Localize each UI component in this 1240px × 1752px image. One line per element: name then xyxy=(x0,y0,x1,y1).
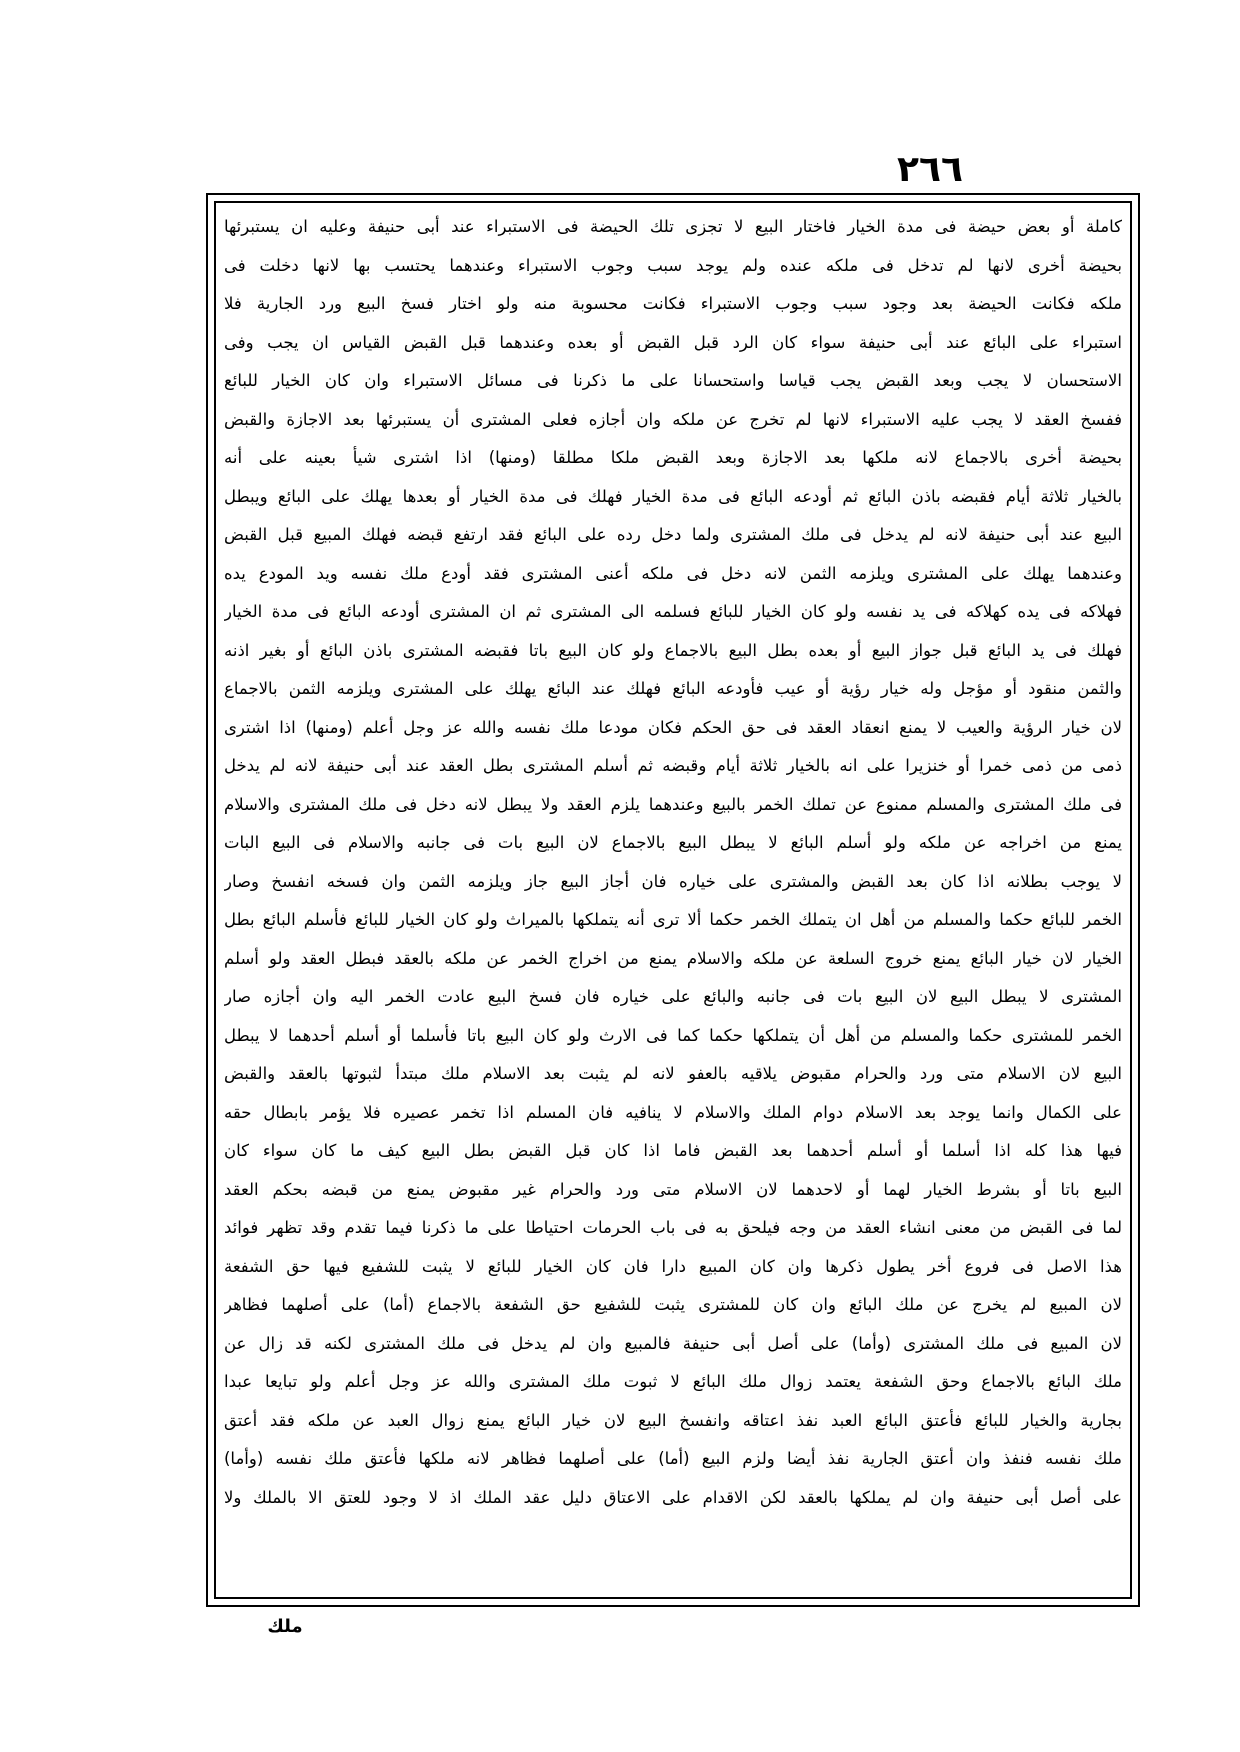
text-line: بالخيار ثلاثة أيام فقبضه باذن البائع ثم أودعه البائع فى مدة الخيار فهلك فى مدة الخيار أو بعدها يهلك على البائع ويبطل xyxy=(224,486,1122,506)
text-line: على الكمال وانما يوجد بعد الاسلام دوام الملك والاسلام لا ينافيه فان المسلم اذا تخمر عصيره فلا يؤمر بابطال حقه xyxy=(224,1102,1122,1122)
catchword: ملك xyxy=(267,1616,303,1637)
text-line: الخمر للبائع حكما والمسلم من أهل ان يتملك الخمر حكما ألا ترى أنه يتملكها بالميراث ولو كان الخيار للبائع فأسلم البائع بطل xyxy=(224,910,1122,929)
text-line: كاملة أو بعض حيضة فى مدة الخيار فاختار البيع لا تجزى تلك الحيضة فى الاستبراء عند أبى حنيفة وعليه ان يستبرئها xyxy=(224,217,1122,236)
text-line: الخيار لان خيار البائع يمنع خروج السلعة عن ملكه والاسلام يمنع من اخراج الخمر عن ملكه بالعقد فبطل العقد ولو أسلم xyxy=(224,948,1122,968)
text-line: بحيضة أخرى لانها لم تدخل فى ملكه عنده ولم يوجد سبب وجوب الاستبراء وعندهما يحتسب بها لانها دخلت فى xyxy=(224,255,1122,275)
page-number: ٢٦٦ xyxy=(897,149,963,190)
text-line: لان المبيع لم يخرج عن ملك البائع وان كان للمشترى يثبت للشفيع حق الشفعة بالاجماع (أما) على أصلهما فظاهر xyxy=(224,1295,1122,1314)
text-line: لا يوجب بطلانه اذا كان بعد القبض والمشترى على خياره فان أجاز البيع جاز ويلزمه الثمن وان فسخه انفسخ وصار xyxy=(224,871,1122,891)
text-line: فهلك فى يد البائع قبل جواز البيع أو بعده بطل البيع بالاجماع ولو كان البيع باتا فقبضه المشترى باذن البائع أو بغير اذنه xyxy=(224,640,1122,660)
text-line: ففسخ العقد لا يجب عليه الاستبراء لانها لم تخرج عن ملكه وان أجازه فعلى المشترى أن يستبرئها بعد الاجازة والقبض xyxy=(224,409,1122,429)
text-line: الاستحسان لا يجب وبعد القبض يجب قياسا واستحسانا على ما ذكرنا فى مسائل الاستبراء وان كان الخيار للبائع xyxy=(224,371,1122,390)
text-line: البيع عند أبى حنيفة لانه لم يدخل فى ملك المشترى ولما دخل رده على البائع فقد ارتفع قبضه فهلك المبيع قبل القبض xyxy=(224,525,1122,544)
text-line: فى ملك المشترى والمسلم ممنوع عن تملك الخمر بالبيع وعندهما يلزم العقد ولا يبطل لانه دخل فى ملك المشترى والاسلام xyxy=(224,794,1122,814)
text-line: البيع لان الاسلام متى ورد والحرام مقبوض يلاقيه بالعفو لانه لم يثبت بعد الاسلام ملك مبتدأ لثبوتها بالعقد والقبض xyxy=(224,1064,1122,1083)
text-line: فهلاكه فى يده كهلاكه فى يد نفسه ولو كان الخيار للبائع فسلمه الى المشترى ثم ان المشترى أودعه البائع فى مدة الخيار xyxy=(224,602,1122,621)
text-line: لان المبيع فى ملك المشترى (وأما) على أصل أبى حنيفة فالمبيع وان لم يدخل فى ملك المشترى لكنه قد زال عن xyxy=(224,1333,1122,1353)
text-line: فيها هذا كله اذا أسلما أو أسلم أحدهما بعد القبض فاما اذا كان قبل القبض بطل البيع كيف ما كان سواء كان xyxy=(224,1141,1122,1160)
text-line: على أصل أبى حنيفة وان لم يملكها بالعقد لكن الاقدام على الاعتاق دليل عقد الملك اذ لا وجود للعتق الا بالملك ولا xyxy=(224,1487,1122,1507)
text-line: وعندهما يهلك على المشترى ويلزمه الثمن لانه دخل فى ملكه أعنى المشترى فقد أودع ملك نفسه ويد المودع يده xyxy=(224,563,1122,583)
text-line: ملكه فكانت الحيضة بعد وجود سبب وجوب الاستبراء فكانت محسوبة منه ولو اختار فسخ البيع ورد الجارية فلا xyxy=(224,294,1122,313)
text-line: يمنع من اخراجه عن ملكه ولو أسلم البائع لا يبطل البيع بالاجماع لان البيع بات فى جانبه والاسلام فى البيع البات xyxy=(224,833,1122,852)
text-line: البيع باتا أو بشرط الخيار لهما أو لاحدهما لان الاسلام متى ورد والحرام غير مقبوض يمنع من قبضه بحكم العقد xyxy=(224,1179,1122,1199)
text-line: ذمى من ذمى خمرا أو خنزيرا على انه بالخيار ثلاثة أيام وقبضه ثم أسلم المشترى بطل العقد عند أبى حنيفة لانه لم يدخل xyxy=(224,756,1122,775)
text-line: بجارية والخيار للبائع فأعتق البائع العبد نفذ اعتاقه وانفسخ البيع لان خيار البائع يمنع زوال العبد عن ملكه فقد أعتق xyxy=(224,1410,1122,1430)
text-line: بحيضة أخرى بالاجماع لانه ملكها بعد الاجازة وبعد القبض ملكا مطلقا (ومنها) اذا اشترى شيأ بعينه على أنه xyxy=(224,448,1122,467)
text-line: والثمن منقود أو مؤجل وله خيار رؤية أو عيب فأودعه البائع فهلك عند البائع يهلك على المشترى ويلزمه الثمن بالاجماع xyxy=(224,679,1122,698)
text-line: لان خيار الرؤية والعيب لا يمنع انعقاد العقد فى حق الحكم فكان مودعا ملك نفسه والله عز وجل أعلم (ومنها) اذا اشترى xyxy=(224,717,1122,737)
text-line: ملك نفسه فنفذ وان أعتق الجارية نفذ أيضا ولزم البيع (أما) على أصلهما فظاهر لانه ملكها فأعتق ملك نفسه (وأما) xyxy=(224,1449,1122,1468)
text-body xyxy=(224,208,1122,1594)
text-line: ملك البائع بالاجماع وحق الشفعة يعتمد زوال ملك البائع لا ثبوت ملك المشترى والله عز وجل أعلم ولو تبايعا عبدا xyxy=(224,1372,1122,1391)
text-line: لما فى القبض من معنى انشاء العقد من وجه فيلحق به فى باب الحرمات احتياطا على ما ذكرنا فيما تقدم وقد تظهر فوائد xyxy=(224,1218,1122,1237)
text-line: المشترى لا يبطل البيع لان البيع بات فى جانبه والبائع على خياره فان فسخ البيع عادت الخمر اليه وان أجازه صار xyxy=(224,987,1122,1006)
text-line: الخمر للمشترى حكما والمسلم من أهل أن يتملكها حكما كما فى الارث ولو كان البيع باتا فأسلما أو أسلم أحدهما لا يبطل xyxy=(224,1025,1122,1045)
text-line: استبراء على البائع عند أبى حنيفة سواء كان الرد قبل القبض أو بعده وعندهما قبل القبض القياس ان يجب وفى xyxy=(224,332,1122,352)
text-line: هذا الاصل فى فروع أخر يطول ذكرها وان كان المبيع دارا فان كان الخيار للبائع لا يثبت للشفيع فيها حق الشفعة xyxy=(224,1256,1122,1276)
